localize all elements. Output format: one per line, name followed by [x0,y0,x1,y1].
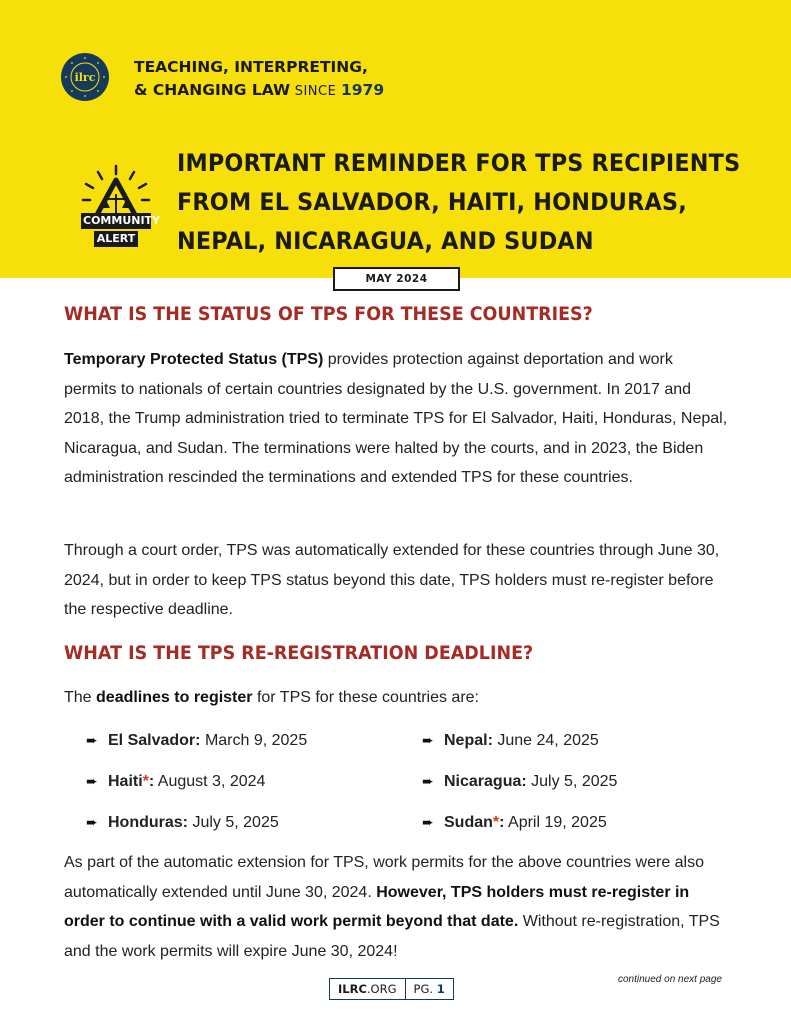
tagline-amp: & [134,81,153,99]
page-title [177,144,741,261]
country-name: Haiti [108,773,143,790]
tagline [134,56,384,103]
colon: : [148,773,155,790]
tagline-line1: TEACHING, INTERPRETING, [134,58,368,76]
country-name: Nepal: [444,732,493,749]
country-name: El Salvador: [108,732,201,749]
deadline-date: June 24, 2025 [497,732,599,749]
arrow-icon: ➨ [86,773,98,789]
continued-note: continued on next page [618,974,722,985]
arrow-icon: ➨ [422,773,434,789]
intro-pre: The [64,689,97,706]
tagline-changing: CHANGING LAW [152,81,291,99]
logo-text: ilrc [74,71,96,84]
deadline-list [86,726,706,846]
site-rest: .ORG [366,982,397,996]
header-banner [0,0,791,278]
ilrc-logo-icon [60,52,110,102]
list-item-sudan [422,812,607,833]
tagline-since: SINCE [290,84,341,99]
section1-paragraph1-text: provides protection against deportation and work permits to nationals of certain countries designated by the U.S. government. In 2017 and 2018, the Trump administration tried to terminate TPS for El Salvador, Haiti, Honduras, Nepal, Nicaragua, and Sudan. The terminations were halted by the courts, and in 2023, the Biden administration rescinded the terminations and extended TPS for these countries. [64,351,728,486]
badge-line2: ALERT [94,231,138,247]
country-name: Honduras: [108,814,188,831]
colon: : [499,814,505,831]
footer-site[interactable] [330,979,406,999]
list-item-honduras [86,812,279,833]
list-item-el-salvador [86,730,307,751]
deadline-date: April 19, 2025 [508,814,607,831]
community-alert-badge [80,213,161,249]
list-item-nicaragua [422,771,617,792]
deadline-date: July 5, 2025 [192,814,279,831]
arrow-icon: ➨ [422,732,434,748]
date-badge: MAY 2024 [333,267,460,291]
arrow-icon: ➨ [422,814,434,830]
asterisk: * [142,773,149,790]
arrow-icon: ➨ [86,732,98,748]
deadline-date: March 9, 2025 [204,732,308,749]
p3-pre: As part of the automatic extension for TPS, work permits for the above countries were also automatically extended until June 30, 2024. [64,854,705,901]
arrow-icon: ➨ [86,814,98,830]
headline-line1: IMPORTANT REMINDER FOR TPS RECIPIENTS [177,149,741,177]
tagline-line2 [134,79,384,103]
footer-page-box [329,978,454,1000]
deadline-date: July 5, 2025 [531,773,618,790]
section2-heading: WHAT IS THE TPS RE-REGISTRATION DEADLINE? [64,642,534,664]
country-name: Nicaragua: [444,773,527,790]
pg-label: PG. [413,982,437,996]
intro-bold: deadlines to register [96,689,253,706]
intro-post: for TPS for these countries are: [252,689,479,706]
tagline-year: 1979 [340,81,385,99]
section1-paragraph2: Through a court order, TPS was automatically extended for these countries through June 30, 2024, but in order to keep TPS status beyond this date, TPS holders must re-register before the respective deadline. [64,542,720,618]
tps-term: Temporary Protected Status (TPS) [64,351,324,368]
deadline-date: August 3, 2024 [157,773,266,790]
p3-post: Without re-registration, TPS and the work permits will expire June 30, 2024! [64,913,720,960]
deadline-intro [64,683,729,713]
list-item-nepal [422,730,599,751]
section1-paragraph1 [64,345,729,493]
headline-line3: NEPAL, NICARAGUA, AND SUDAN [177,227,594,255]
site-bold: ILRC [338,982,367,996]
list-item-haiti [86,771,265,792]
footer-page-number [406,979,453,999]
asterisk: * [492,814,500,831]
work-permit-paragraph [64,848,729,966]
headline-line2: FROM EL SALVADOR, HAITI, HONDURAS, [177,188,687,216]
country-name: Sudan [444,814,493,831]
badge-line1: COMMUNITY [83,214,161,227]
section1-heading: WHAT IS THE STATUS OF TPS FOR THESE COUNTRIES? [64,303,593,325]
pg-number: 1 [436,982,445,996]
p3-bold: However, TPS holders must re-register in order to continue with a valid work permit beyond that date. [64,883,690,930]
